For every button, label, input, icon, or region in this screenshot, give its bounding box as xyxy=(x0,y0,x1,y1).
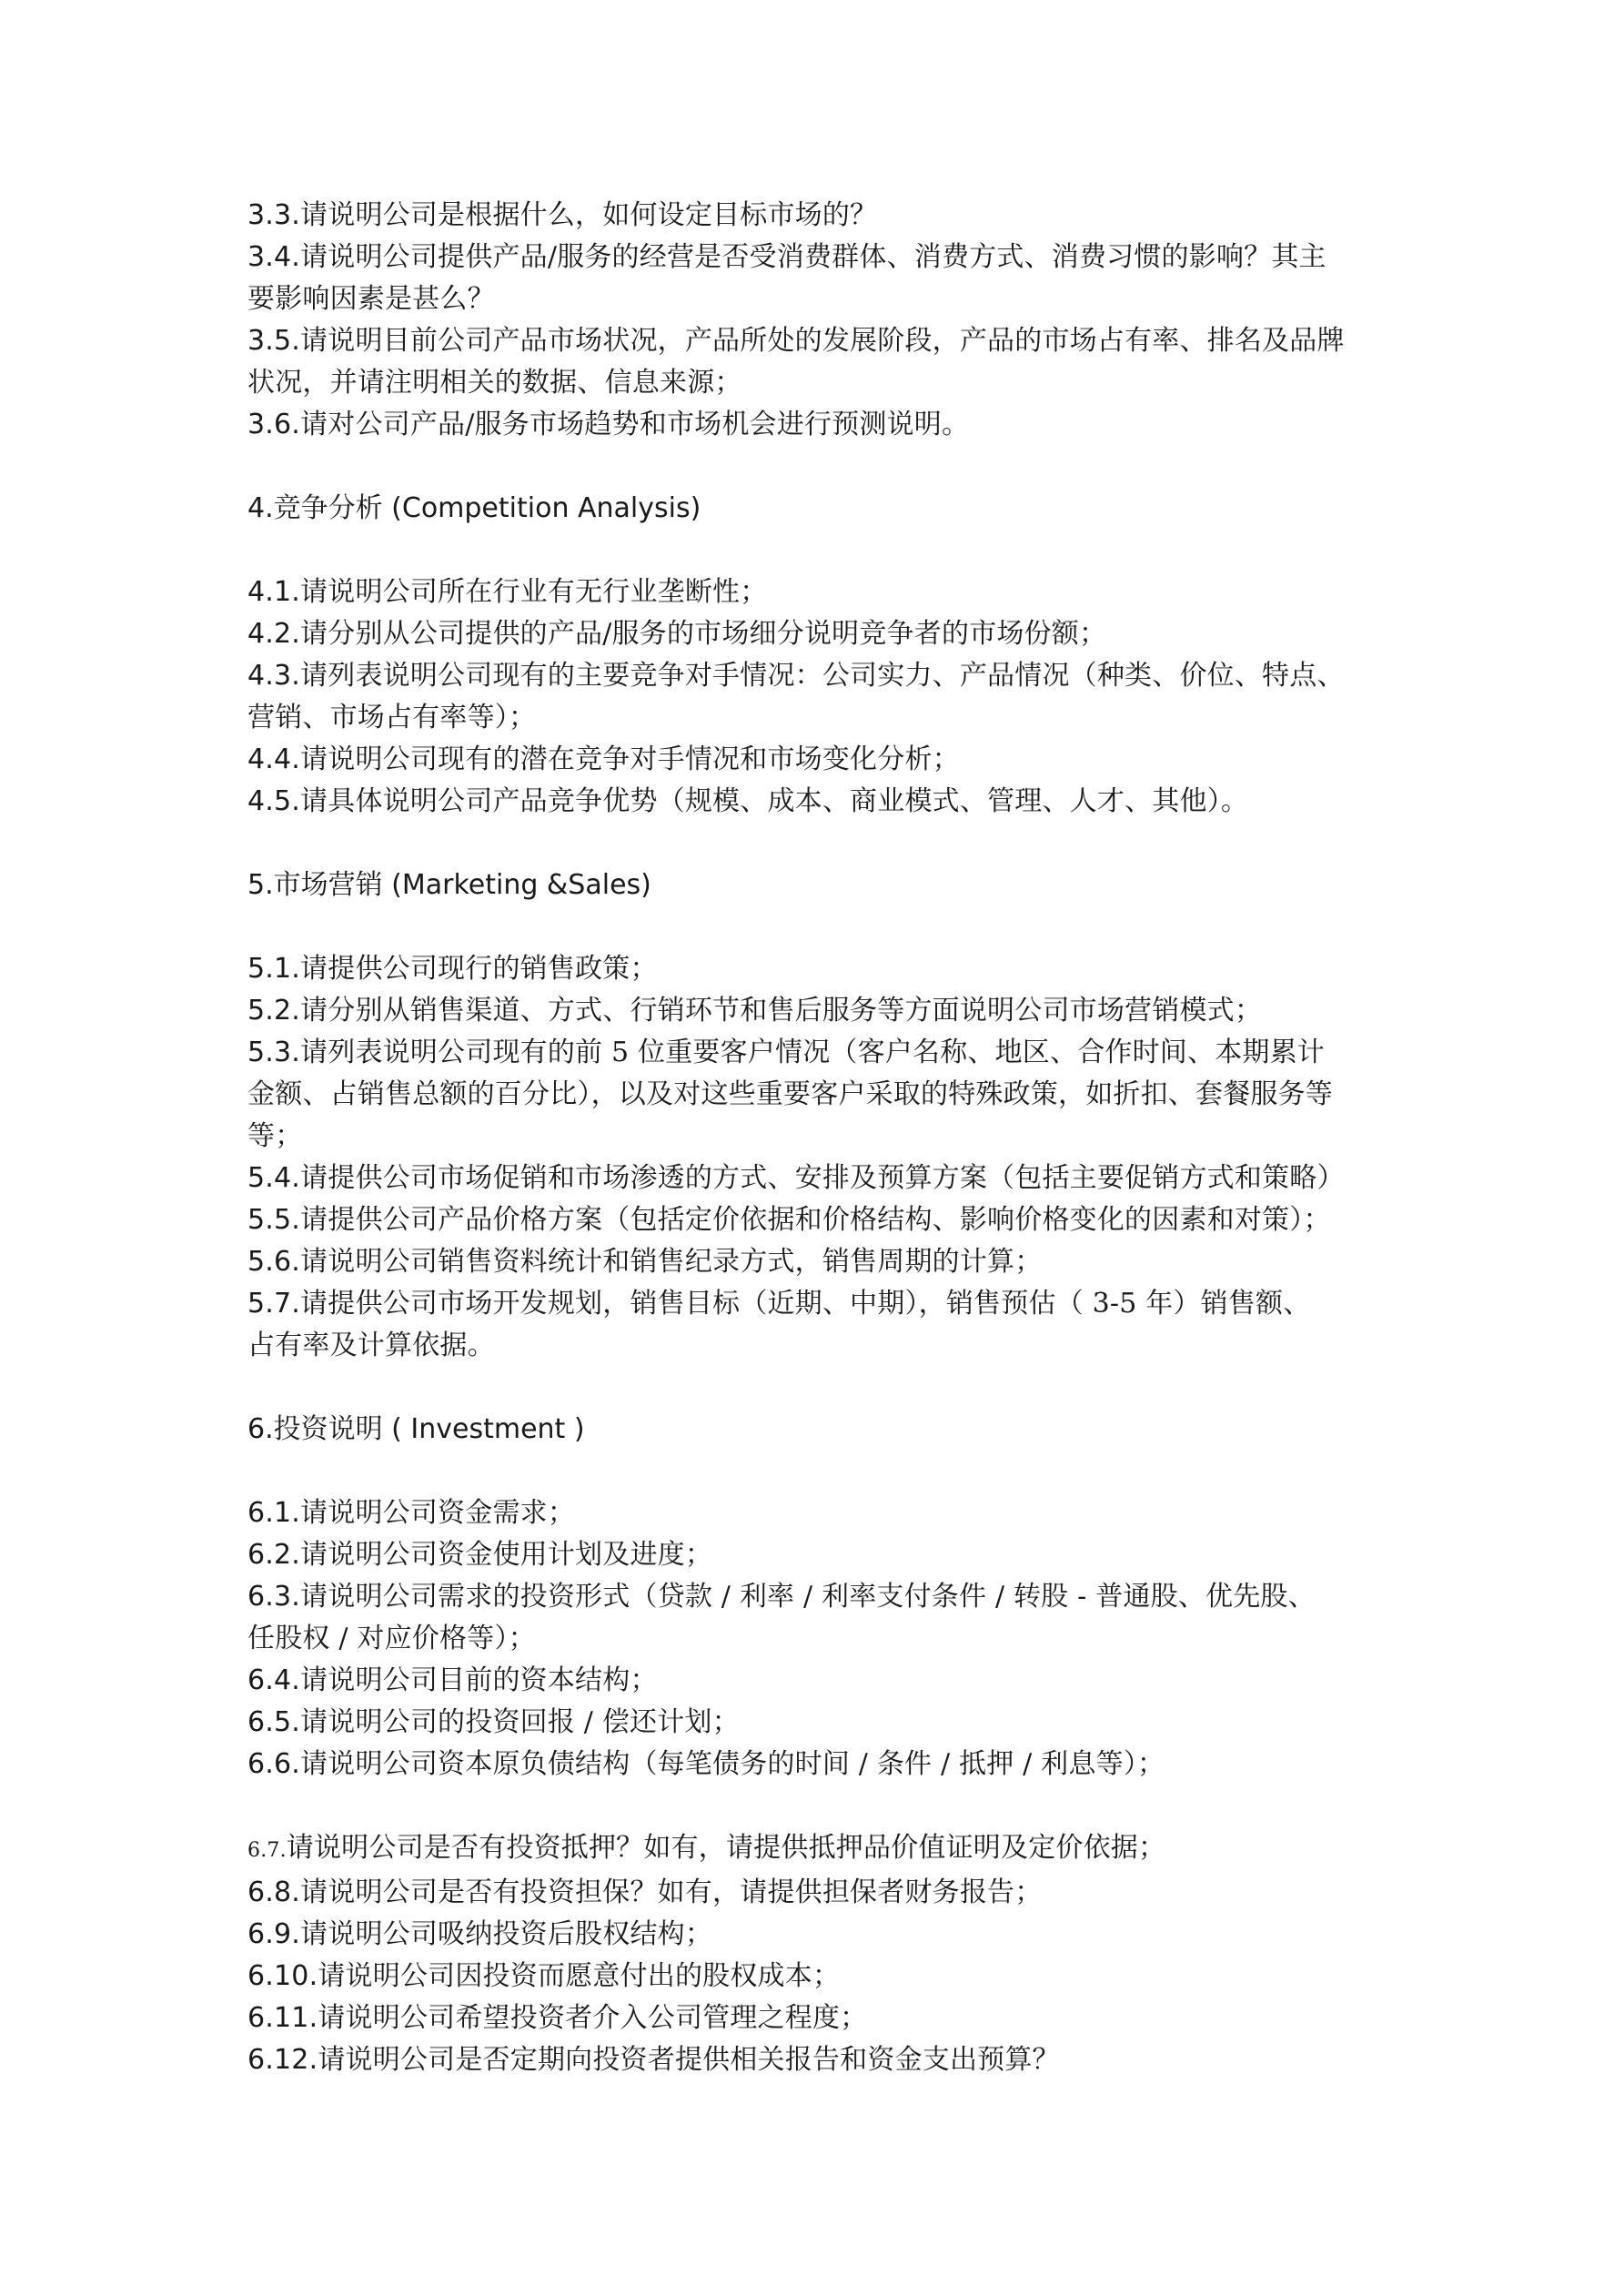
item-text: 请说明公司所在行业有无行业垄断性； xyxy=(300,576,768,608)
item-6-7 xyxy=(247,1827,1394,1872)
item-number: 6.6. xyxy=(247,1748,301,1780)
item-6-3 xyxy=(247,1576,1394,1618)
item-6-5 xyxy=(247,1702,1394,1744)
item-text: 请说明公司需求的投资形式（贷款 / 利率 / 利率支付条件 / 转股 - 普通股、优先股、 xyxy=(300,1581,1316,1613)
item-6-6 xyxy=(247,1744,1394,1785)
heading-number: 5. xyxy=(247,869,274,901)
item-4-2 xyxy=(247,613,1394,655)
item-text: 请说明公司因投资而愿意付出的股权成本； xyxy=(318,1960,841,1992)
item-5-6 xyxy=(247,1241,1394,1283)
item-6-9 xyxy=(247,1914,1394,1956)
item-4-3 xyxy=(247,655,1394,697)
item-6-2 xyxy=(247,1534,1394,1576)
item-5-3-cont xyxy=(247,1074,1394,1116)
item-number: 6.12. xyxy=(247,2044,318,2076)
item-3-5 xyxy=(247,320,1394,362)
item-text: 请说明公司资金需求； xyxy=(300,1497,576,1529)
item-5-2 xyxy=(247,990,1394,1032)
item-number: 6.7. xyxy=(247,1839,287,1862)
item-3-4-cont xyxy=(247,278,1394,320)
item-text: 请提供公司市场促销和市场渗透的方式、安排及预算方案（包括主要促销方式和策略） xyxy=(300,1162,1345,1194)
item-text: 请说明公司现有的潜在竞争对手情况和市场变化分析； xyxy=(300,743,960,775)
item-6-12 xyxy=(247,2039,1394,2081)
item-text: 请提供公司产品价格方案（包括定价依据和价格结构、影响价格变化的因素和对策）； xyxy=(300,1204,1331,1236)
heading-number: 6. xyxy=(247,1413,274,1445)
item-text: 请说明公司吸纳投资后股权结构； xyxy=(300,1918,713,1950)
item-number: 6.5. xyxy=(247,1706,301,1738)
item-3-3 xyxy=(247,195,1394,237)
item-number: 4.2. xyxy=(247,618,301,650)
item-text: 请说明公司是根据什么，如何设定目标市场的？ xyxy=(300,199,878,231)
item-number: 6.10. xyxy=(247,1960,318,1992)
item-number: 5.6. xyxy=(247,1246,301,1278)
item-5-3 xyxy=(247,1032,1394,1074)
item-number: 6.4. xyxy=(247,1664,301,1696)
item-text: 请具体说明公司产品竞争优势（规模、成本、商业模式、管理、人才、其他）。 xyxy=(300,785,1249,817)
item-5-3-cont-2 xyxy=(247,1116,1394,1158)
item-text: 请列表说明公司现有的前 5 位重要客户情况（客户名称、地区、合作时间、本期累计 xyxy=(300,1037,1326,1068)
item-number: 5.4. xyxy=(247,1162,301,1194)
item-4-3-cont xyxy=(247,697,1394,739)
item-5-7-cont xyxy=(247,1325,1394,1367)
item-4-4 xyxy=(247,739,1394,781)
item-text: 请说明公司资金使用计划及进度； xyxy=(300,1539,713,1571)
item-text: 请说明公司希望投资者介入公司管理之程度； xyxy=(318,2002,868,2034)
heading-text: 市场营销 xyxy=(273,869,383,901)
item-text: 请说明公司销售资料统计和销售纪录方式，销售周期的计算； xyxy=(300,1246,1043,1278)
item-5-4 xyxy=(247,1158,1394,1199)
item-3-4 xyxy=(247,237,1394,278)
item-text: 请说明目前公司产品市场状况，产品所处的发展阶段，产品的市场占有率、排名及品牌 xyxy=(300,325,1345,357)
item-number: 5.5. xyxy=(247,1204,301,1236)
item-number: 5.2. xyxy=(247,995,301,1027)
item-4-1 xyxy=(247,571,1394,613)
item-number: 3.6. xyxy=(247,409,301,440)
item-text: 请对公司产品/服务市场趋势和市场机会进行预测说明。 xyxy=(300,409,970,440)
item-text: 请说明公司是否定期向投资者提供相关报告和资金支出预算？ xyxy=(318,2044,1060,2076)
heading-text: 投资说明 xyxy=(273,1413,383,1445)
item-text: 请分别从公司提供的产品/服务的市场细分说明竞争者的市场份额； xyxy=(300,618,1107,650)
item-5-1 xyxy=(247,948,1394,990)
item-6-3-cont xyxy=(247,1618,1394,1660)
item-text: 请说明公司的投资回报 / 偿还计划； xyxy=(300,1706,740,1738)
item-number: 4.1. xyxy=(247,576,301,608)
item-3-5-cont xyxy=(247,362,1394,404)
item-number: 4.3. xyxy=(247,660,301,692)
spacer xyxy=(247,906,1394,948)
item-text: 要影响因素是甚么？ xyxy=(247,283,495,315)
item-6-10 xyxy=(247,1956,1394,1998)
item-text: 请列表说明公司现有的主要竞争对手情况：公司实力、产品情况（种类、价位、特点、 xyxy=(300,660,1345,692)
item-number: 5.3. xyxy=(247,1037,301,1068)
item-text: 请分别从销售渠道、方式、行销环节和售后服务等方面说明公司市场营销模式； xyxy=(300,995,1263,1027)
item-6-4 xyxy=(247,1660,1394,1702)
item-number: 3.4. xyxy=(247,241,301,273)
item-number: 6.1. xyxy=(247,1497,301,1529)
item-5-5 xyxy=(247,1199,1394,1241)
section-heading-5 xyxy=(247,865,1394,906)
section-heading-4 xyxy=(247,488,1394,530)
item-number: 6.3. xyxy=(247,1581,301,1613)
item-number: 4.5. xyxy=(247,785,301,817)
item-number: 6.9. xyxy=(247,1918,301,1950)
spacer xyxy=(247,446,1394,488)
heading-english: ( Investment ) xyxy=(382,1413,585,1445)
item-text: 营销、市场占有率等）； xyxy=(247,702,537,733)
item-text: 请提供公司现行的销售政策； xyxy=(300,953,658,985)
item-number: 6.11. xyxy=(247,2002,318,2034)
item-text: 请说明公司是否有投资担保？如有，请提供担保者财务报告； xyxy=(300,1876,1043,1908)
item-text: 请说明公司提供产品/服务的经营是否受消费群体、消费方式、消费习惯的影响？其主 xyxy=(300,241,1326,273)
item-3-6 xyxy=(247,404,1394,446)
item-4-5 xyxy=(247,781,1394,823)
item-number: 3.3. xyxy=(247,199,301,231)
item-text: 任股权 / 对应价格等）； xyxy=(247,1623,536,1654)
item-text: 请说明公司资本原负债结构（每笔债务的时间 / 条件 / 抵押 / 利息等）； xyxy=(300,1748,1165,1780)
item-number: 3.5. xyxy=(247,325,301,357)
item-number: 5.7. xyxy=(247,1288,301,1320)
section-heading-6 xyxy=(247,1409,1394,1451)
item-text: 请说明公司是否有投资抵押？如有，请提供抵押品价值证明及定价依据； xyxy=(286,1832,1166,1864)
item-text: 请说明公司目前的资本结构； xyxy=(300,1664,658,1696)
spacer xyxy=(247,1451,1394,1492)
item-text: 金额、占销售总额的百分比），以及对这些重要客户采取的特殊政策，如折扣、套餐服务等 xyxy=(247,1078,1333,1110)
heading-text: 竞争分析 xyxy=(273,492,383,524)
item-number: 6.2. xyxy=(247,1539,301,1571)
item-6-1 xyxy=(247,1492,1394,1534)
item-number: 5.1. xyxy=(247,953,301,985)
item-text: 状况，并请注明相关的数据、信息来源； xyxy=(247,367,742,399)
item-6-8 xyxy=(247,1872,1394,1914)
item-6-11 xyxy=(247,1998,1394,2039)
item-5-7 xyxy=(247,1283,1394,1325)
item-text: 请提供公司市场开发规划，销售目标（近期、中期），销售预估（ 3-5 年）销售额、 xyxy=(300,1288,1311,1320)
heading-number: 4. xyxy=(247,492,274,524)
item-number: 6.8. xyxy=(247,1876,301,1908)
item-number: 4.4. xyxy=(247,743,301,775)
spacer xyxy=(247,1785,1394,1827)
spacer xyxy=(247,530,1394,571)
item-text: 占有率及计算依据。 xyxy=(247,1330,495,1361)
heading-english: (Competition Analysis) xyxy=(382,492,701,524)
spacer xyxy=(247,1367,1394,1409)
document-page xyxy=(247,195,1394,2081)
item-text: 等； xyxy=(247,1120,303,1152)
heading-english: (Marketing &Sales) xyxy=(382,869,651,901)
spacer xyxy=(247,823,1394,865)
